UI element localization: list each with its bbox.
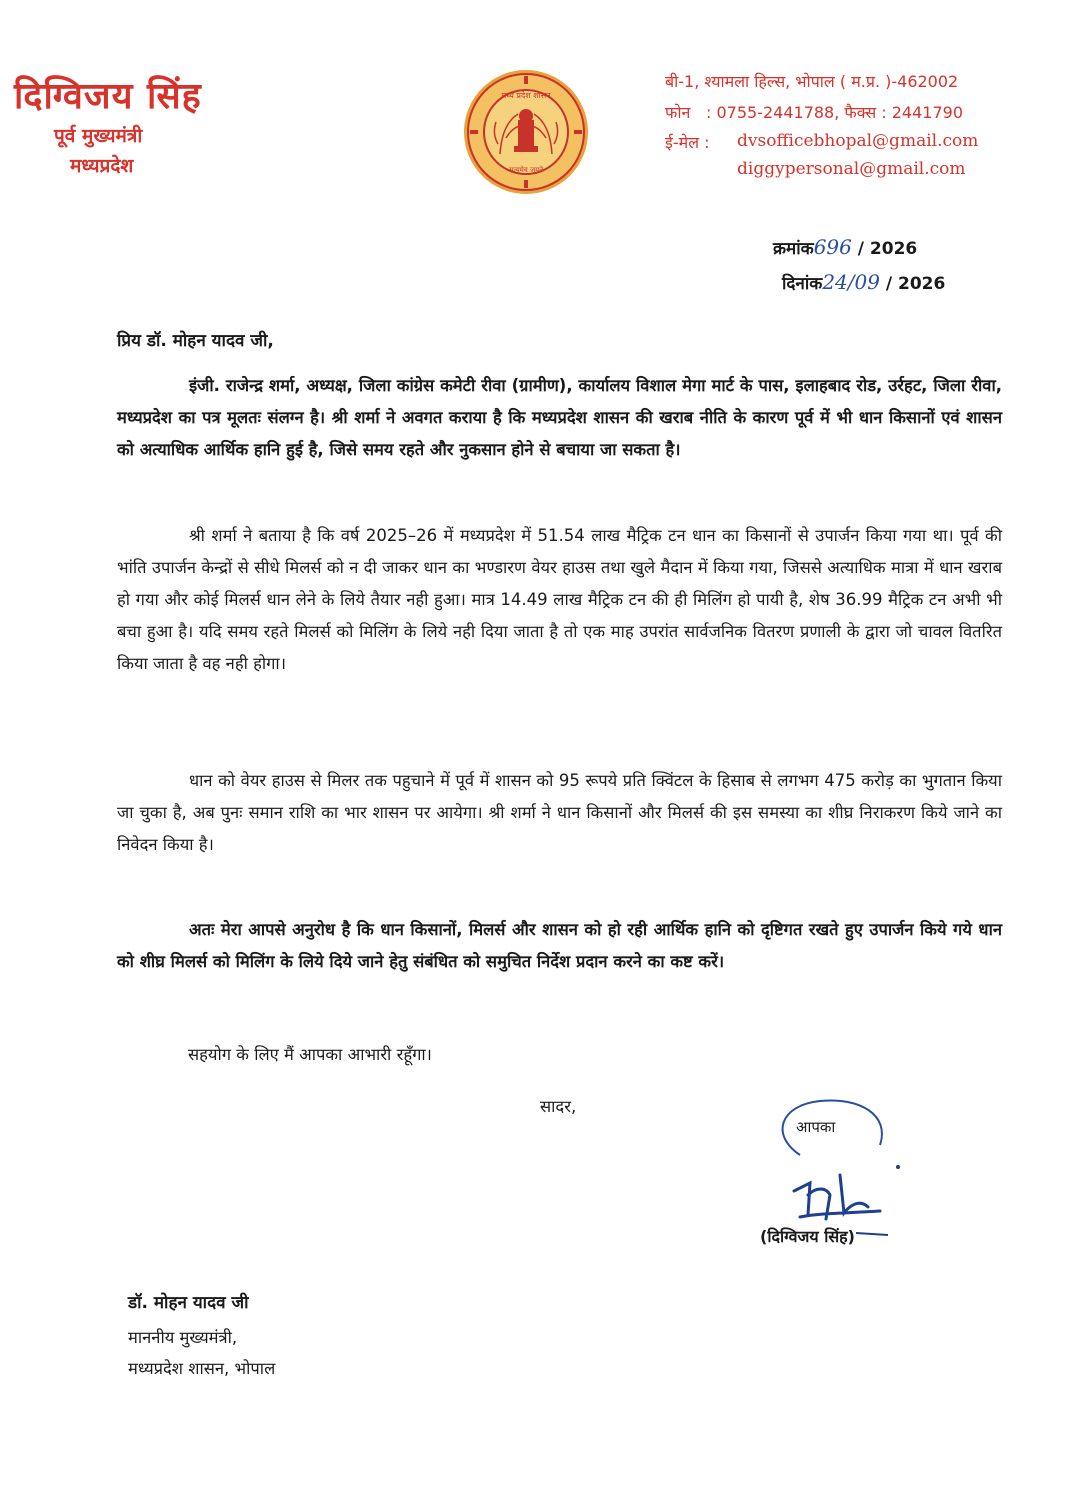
email-primary: dvsofficebhopal@gmail.com	[737, 131, 979, 151]
reference-date	[782, 270, 945, 294]
reference-date-handwritten: 24/09	[822, 270, 880, 294]
closing-aapka: आपका	[796, 1118, 836, 1136]
reference-number-handwritten: 696	[813, 235, 852, 259]
phone-line: : 0755-2441788, फैक्स : 2441790	[706, 103, 963, 122]
reference-number-label: क्रमांक	[773, 239, 814, 259]
seal-bottom-text: सत्यमेव जयते	[508, 166, 544, 174]
body-paragraph-2: श्री शर्मा ने बताया है कि वर्ष 2025–26 में मध्यप्रदेश में 51.54 लाख मैट्रिक टन धान का किसानों से उपार्जन किया गया था। पूर्व की भांति उपार्जन केन्द्रों से सीधे मिलर्स को न दी जाकर धान का भण्डारण वेयर हाउस तथा खुले मैदान में किया गया, जिससे अत्याधिक मात्रा में धान खराब हो गया और कोई मिलर्स धान लेने के लिये तैयार नही हुआ। मात्र 14.49 लाख मैट्रिक टन की ही मिलिंग हो पायी है, शेष 36.99 मैट्रिक टन अभी भी बचा हुआ है। यदि समय रहते मिलर्स को मिलिंग के लिये नही दिया जाता है तो एक माह उपरांत सार्वजनिक वितरण प्रणाली के द्वारा जो चावल वितरित किया जाता है वह नही होगा।	[117, 526, 1002, 673]
phone-label: फोन	[665, 103, 691, 122]
reference-number	[773, 235, 917, 259]
sender-state: मध्यप्रदेश	[70, 155, 134, 177]
sender-name: दिग्विजय सिंह	[14, 76, 202, 117]
body-paragraph-request: अतः मेरा आपसे अनुरोध है कि धान किसानों, मिलर्स और शासन को हो रही आर्थिक हानि को दृष्टिगत रखते हुए उपार्जन किये गये धान को शीघ्र मिलर्स को मिलिंग के लिये दिये जाने हेतु संबंधित को समुचित निर्देश प्रदान करने का कष्ट करें।	[117, 920, 1002, 971]
body-paragraph-3: धान को वेयर हाउस से मिलर तक पहुचाने में पूर्व में शासन को 95 रूपये प्रति क्विंटल के हिसाब से लगभग 475 करोड़ का भुगतान किया जा चुका है, अब पुनः समान राशि का भार शासन पर आयेगा। श्री शर्मा ने धान किसानों और मिलर्स की इस समस्या का शीघ्र निराकरण किये जाने का निवेदन किया है।	[117, 771, 1002, 854]
signatory-name: (दिग्विजय सिंह)	[760, 1227, 855, 1246]
reference-number-year: / 2026	[857, 239, 918, 259]
body-paragraph-1: इंजी. राजेन्द्र शर्मा, अध्यक्ष, जिला कांग्रेस कमेटी रीवा (ग्रामीण), कार्यालय विशाल मेगा मार्ट के पास, इलाहबाद रोड, उर्रहट, जिला रीवा, मध्यप्रदेश का पत्र मूलतः संलग्न है। श्री शर्मा ने अवगत कराया है कि मध्यप्रदेश शासन की खराब नीति के कारण पूर्व में भी धान किसानों एवं शासन को अत्याधिक आर्थिक हानि हुई है, जिसे समय रहते और नुकसान होने से बचाया जा सकता है।	[117, 376, 1002, 459]
address-line: बी-1, श्यामला हिल्स, भोपाल ( म.प्र. )-462002	[665, 72, 959, 91]
closing-thanks: सहयोग के लिए मैं आपका आभारी रहूँगा।	[188, 1045, 432, 1064]
salutation: प्रिय डॉ. मोहन यादव जी,	[117, 331, 274, 351]
reference-date-label: दिनांक	[782, 274, 823, 294]
state-emblem-seal-icon	[462, 68, 590, 196]
email-label: ई-मेल :	[665, 133, 710, 152]
reference-date-year: / 2026	[885, 274, 946, 294]
recipient-name: डॉ. मोहन यादव जी	[128, 1293, 249, 1313]
recipient-office: मध्यप्रदेश शासन, भोपाल	[128, 1359, 276, 1378]
seal-top-text: मध्य प्रदेश शासन	[501, 91, 551, 100]
recipient-designation: माननीय मुख्यमंत्री,	[128, 1328, 238, 1347]
email-secondary: diggypersonal@gmail.com	[737, 159, 966, 179]
sender-title: पूर्व मुख्यमंत्री	[54, 125, 143, 147]
closing-sadar: सादर,	[540, 1097, 577, 1116]
